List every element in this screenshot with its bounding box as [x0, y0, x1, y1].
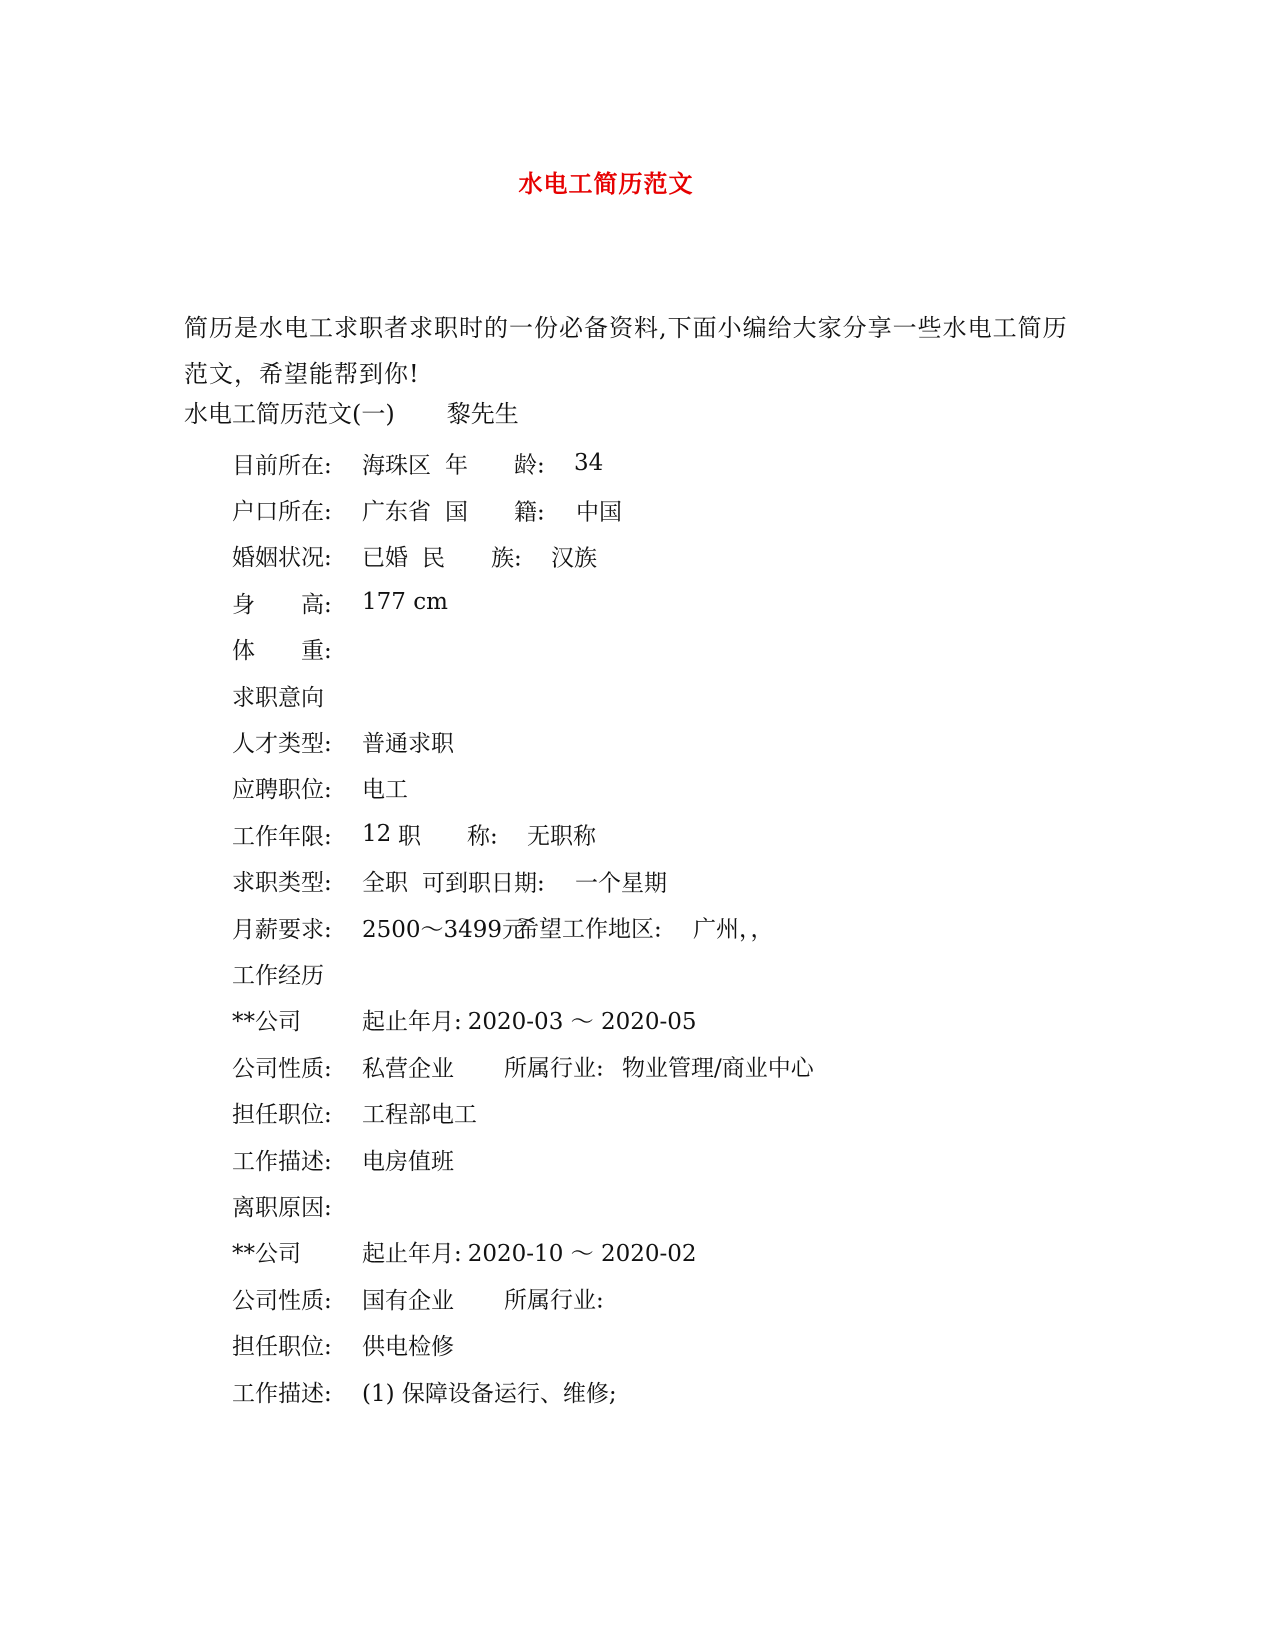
job1-desc-row [232, 1136, 1032, 1182]
row-position [232, 765, 1032, 811]
field-label: 国 籍: [445, 499, 545, 526]
field-label: 工作描述: [232, 1148, 332, 1175]
intent-heading [232, 672, 1032, 718]
field-label: 离职原因: [232, 1194, 332, 1221]
field-label: 婚姻状况: [232, 545, 332, 572]
row-salary [232, 904, 1032, 950]
field-label: 担任职位: [232, 1334, 332, 1361]
field-label: 公司性质: [232, 1055, 332, 1082]
job2-nature-row [232, 1275, 1032, 1321]
intro-line-2: 范文，希望能帮到你! [184, 360, 420, 388]
resume-fields [232, 440, 1032, 1414]
field-value: (1) 保障设备运行、维修; [362, 1380, 617, 1407]
field-label: 工作年限: [232, 823, 332, 850]
field-label: 希望工作地区: [516, 916, 662, 943]
field-value: 私营企业 [362, 1055, 454, 1082]
field-value: 2500～3499元 [362, 916, 526, 943]
row-hukou [232, 486, 1032, 532]
field-label: 求职类型: [232, 870, 332, 897]
row-years [232, 811, 1032, 857]
field-value: 海珠区 [362, 452, 431, 479]
job1-company-row [232, 997, 1032, 1043]
page-title: 水电工简历范文 [518, 169, 694, 198]
field-value: 普通求职 [362, 731, 454, 758]
job1-leave-row [232, 1182, 1032, 1228]
field-value: 电工 [362, 777, 408, 804]
field-value: 12 [362, 821, 392, 848]
field-label: 应聘职位: [232, 777, 332, 804]
row-job-type [232, 858, 1032, 904]
subheading: 求职意向 [232, 684, 324, 711]
field-label: 担任职位: [232, 1102, 332, 1129]
field-value: 广东省 [362, 499, 431, 526]
row-location [232, 440, 1032, 486]
field-label: 民 族: [422, 545, 522, 572]
job1-role-row [232, 1089, 1032, 1135]
row-marital [232, 533, 1032, 579]
field-value: 2020-03 ～ 2020-05 [467, 1009, 697, 1036]
row-talent-type [232, 718, 1032, 764]
field-label: 年 龄: [445, 452, 545, 479]
field-value: 物业管理/商业中心 [622, 1055, 814, 1082]
row-weight [232, 626, 1032, 672]
job1-nature-row [232, 1043, 1032, 1089]
candidate-name: 黎先生 [446, 400, 519, 428]
intro-paragraph [184, 305, 1068, 397]
job2-company-row [232, 1229, 1032, 1275]
field-value: 一个星期 [575, 870, 667, 897]
section-heading [184, 395, 519, 433]
field-label: 工作描述: [232, 1380, 332, 1407]
field-label: 所属行业: [504, 1287, 604, 1314]
field-value: 全职 [362, 870, 408, 897]
field-value: 电房值班 [362, 1148, 454, 1175]
experience-heading [232, 950, 1032, 996]
field-label: 人才类型: [232, 731, 332, 758]
field-label: 可到职日期: [422, 870, 545, 897]
field-label: 户口所在: [232, 499, 332, 526]
field-value: 供电检修 [362, 1334, 454, 1361]
field-value: 广州，， [693, 916, 774, 943]
field-value: 汉族 [551, 545, 597, 572]
field-value: 177 cm [362, 589, 448, 616]
company-name: **公司 [232, 1009, 301, 1036]
field-value: 国有企业 [362, 1287, 454, 1314]
field-label: 起止年月: [362, 1241, 462, 1268]
company-name: **公司 [232, 1241, 301, 1268]
row-height [232, 579, 1032, 625]
subheading: 工作经历 [232, 962, 324, 989]
field-label: 起止年月: [362, 1009, 462, 1036]
field-value: 2020-10 ～ 2020-02 [467, 1241, 697, 1268]
field-label: 职 称: [398, 823, 498, 850]
field-value: 34 [574, 450, 604, 477]
field-label: 体 重: [232, 638, 332, 665]
field-value: 无职称 [527, 823, 596, 850]
intro-line-1: 简历是水电工求职者求职时的一份必备资料,下面小编给大家分享一些水电工简历 [184, 314, 1068, 342]
field-label: 公司性质: [232, 1287, 332, 1314]
field-label: 目前所在: [232, 452, 332, 479]
field-value: 工程部电工 [362, 1102, 477, 1129]
field-value: 中国 [576, 499, 622, 526]
field-label: 月薪要求: [232, 916, 332, 943]
job2-desc-row [232, 1368, 1032, 1414]
field-label: 身 高: [232, 591, 332, 618]
field-label: 所属行业: [504, 1055, 604, 1082]
field-value: 已婚 [362, 545, 408, 572]
section-title: 水电工简历范文(一) [184, 400, 395, 428]
job2-role-row [232, 1321, 1032, 1367]
